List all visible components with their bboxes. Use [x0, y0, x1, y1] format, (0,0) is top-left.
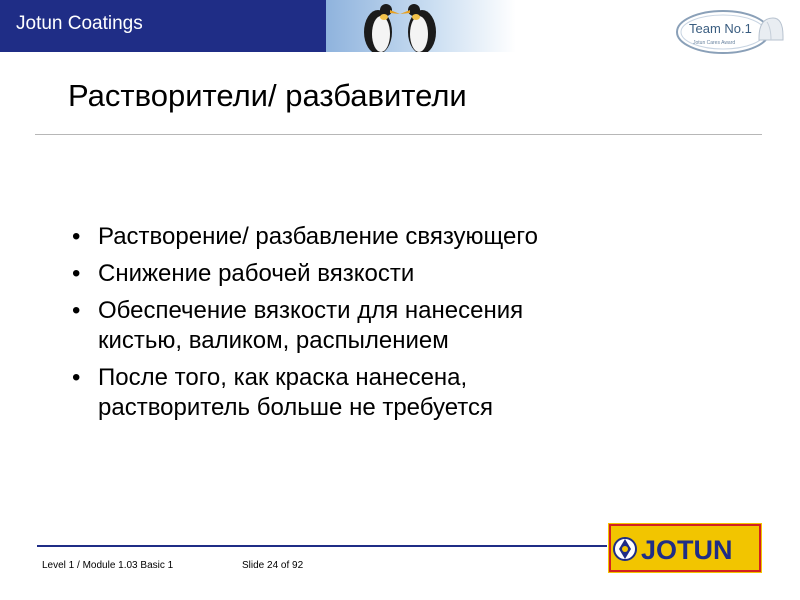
- bullet-item: [72, 363, 712, 423]
- badge-title: Team No.1: [689, 21, 752, 36]
- bullet-text: После того, как краска нанесена,: [98, 364, 468, 391]
- bullet-text: кистью, валиком, распылением: [98, 327, 449, 354]
- bullet-dot: •: [72, 260, 81, 287]
- module-label: Level 1 / Module 1.03 Basic 1: [42, 560, 174, 571]
- footer-rule: [37, 545, 607, 547]
- bullet-dot: •: [72, 364, 81, 391]
- title-divider: [35, 134, 762, 135]
- bullet-item: [72, 222, 712, 252]
- bullet-text: Снижение рабочей вязкости: [98, 260, 415, 287]
- slide-title: Растворители/ разбавители: [68, 78, 467, 113]
- brand-name: Jotun Coatings: [16, 13, 143, 34]
- team-badge-graphic: [675, 8, 785, 56]
- logo-text: JOTUN: [641, 535, 733, 565]
- jotun-logo-graphic: [608, 523, 762, 573]
- team-no1-badge: [675, 8, 785, 56]
- penguins-image: [326, 0, 516, 52]
- bullet-list: [72, 222, 712, 430]
- bullet-item: [72, 259, 712, 289]
- jotun-logo: [608, 523, 762, 573]
- slide-number: Slide 24 of 92: [242, 560, 304, 571]
- bullet-text: Растворение/ разбавление связующего: [98, 223, 538, 250]
- bullet-text: растворитель больше не требуется: [98, 394, 493, 421]
- bullet-text: Обеспечение вязкости для нанесения: [98, 297, 524, 324]
- bullet-item: [72, 296, 712, 356]
- penguin-banner: [326, 0, 516, 52]
- badge-subtitle: Jotun Cares Award: [693, 40, 736, 46]
- bullet-dot: •: [72, 297, 81, 324]
- bullet-dot: •: [72, 223, 81, 250]
- header-bar: [0, 0, 326, 52]
